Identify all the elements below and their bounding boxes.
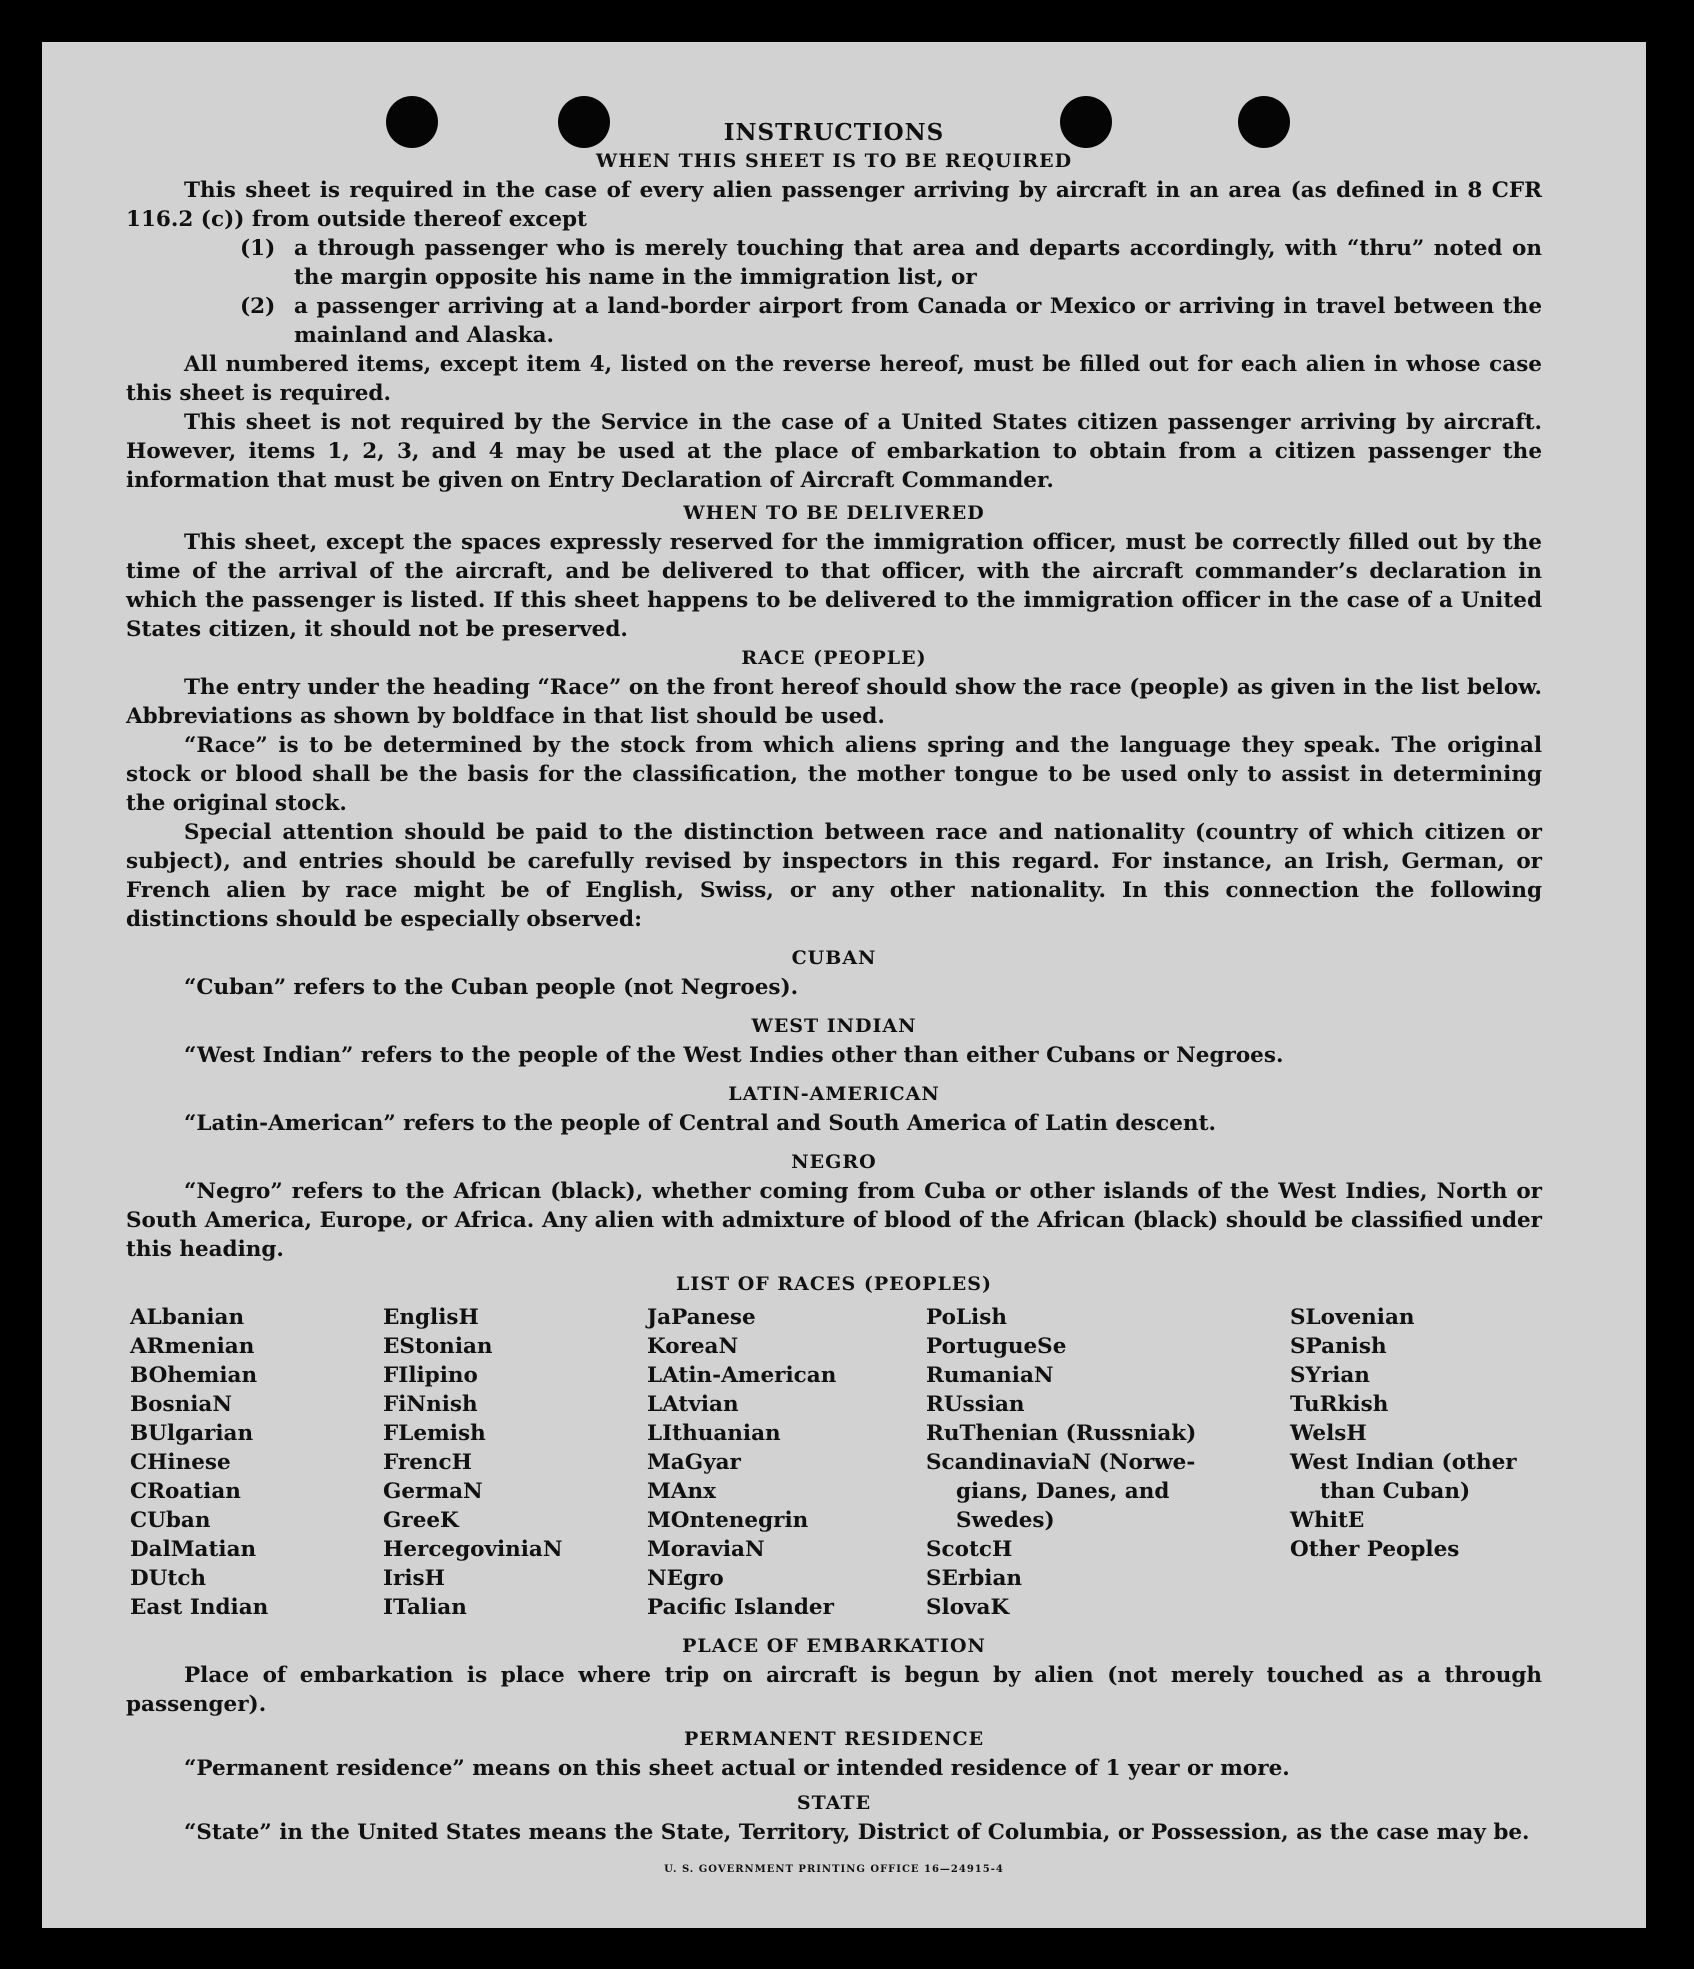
list-item [240, 292, 1542, 350]
section-heading: WHEN TO BE DELIVERED [683, 502, 985, 524]
definition: “Permanent residence” means on this sheet actual or intended residence of 1 year or more. [184, 1756, 1290, 1781]
race-entry: CRoatian [130, 1479, 241, 1504]
race-entry: BUlgarian [130, 1421, 254, 1446]
list-item [240, 234, 1542, 292]
race-entry: JaPanese [647, 1305, 756, 1330]
race-column [926, 1303, 1290, 1622]
race-entry: Pacific Islander [647, 1595, 834, 1620]
race-entry: EnglisH [383, 1305, 479, 1330]
race-entry: DalMatian [130, 1537, 257, 1562]
race-entry: than Cuban) [1320, 1479, 1471, 1504]
item-number: (1) [240, 236, 276, 261]
race-entry: MoraviaN [647, 1537, 765, 1562]
race-entry: WelsH [1290, 1421, 1367, 1446]
race-entry: SYrian [1290, 1363, 1370, 1388]
race-entry: SPanish [1290, 1334, 1387, 1359]
item-text: a passenger arriving at a land-border airport from Canada or Mexico or arriving in travel between the mainland and Alaska. [294, 294, 1542, 348]
race-entry: ScotcH [926, 1537, 1013, 1562]
race-entry: gians, Danes, and [956, 1479, 1170, 1504]
race-entry: RUssian [926, 1392, 1025, 1417]
paragraph: This sheet, except the spaces expressly reserved for the immigration officer, must be correctly filled out by the time of the arrival of the aircraft, and be delivered to that officer, with the aircraft commander’s declaration in which the passenger is listed. If this sheet happens to be delivered to the immigration officer in the case of a United States citizen, it should not be preserved. [126, 530, 1542, 642]
race-entry: FIlipino [383, 1363, 478, 1388]
definition: “Cuban” refers to the Cuban people (not Negroes). [184, 975, 799, 1000]
race-entry: IrisH [383, 1566, 445, 1591]
paragraph: This sheet is not required by the Service in the case of a United States citizen passenger arriving by aircraft. However, items 1, 2, 3, and 4 may be used at the place of embarkation to obtain from a citizen passenger the information that must be given on Entry Declaration of Aircraft Commander. [126, 410, 1542, 493]
definition: “West Indian” refers to the people of the West Indies other than either Cubans or Negroes. [184, 1043, 1284, 1068]
race-entry: FLemish [383, 1421, 486, 1446]
paragraph: This sheet is required in the case of every alien passenger arriving by aircraft in an area (as defined in 8 CFR 116.2 (c)) from outside thereof except [126, 178, 1542, 232]
race-entry: BOhemian [130, 1363, 258, 1388]
definition: Place of embarkation is place where trip on aircraft is begun by alien (not merely touched as a through passenger). [126, 1663, 1542, 1717]
race-entry: CUban [130, 1508, 211, 1533]
race-column [130, 1303, 383, 1622]
race-entry: MAnx [647, 1479, 716, 1504]
page-title: INSTRUCTIONS [723, 119, 945, 146]
race-entry: GreeK [383, 1508, 459, 1533]
document-page [42, 42, 1646, 1928]
race-entry: KoreaN [647, 1334, 739, 1359]
race-column [647, 1303, 926, 1622]
race-entry: RuThenian (Russniak) [926, 1421, 1197, 1446]
race-entry: Other Peoples [1290, 1537, 1460, 1562]
race-entry: ITalian [383, 1595, 467, 1620]
race-entry: HercegoviniaN [383, 1537, 563, 1562]
race-entry: ALbanian [130, 1305, 245, 1330]
race-entry: RumaniaN [926, 1363, 1054, 1388]
race-entry: East Indian [130, 1595, 269, 1620]
race-entry: LIthuanian [647, 1421, 781, 1446]
section-heading: WEST INDIAN [751, 1015, 917, 1037]
section-heading: PLACE OF EMBARKATION [682, 1635, 986, 1657]
section-heading: STATE [796, 1792, 872, 1814]
race-entry: FiNnish [383, 1392, 478, 1417]
race-entry: SErbian [926, 1566, 1023, 1591]
race-entry: CHinese [130, 1450, 231, 1475]
paragraph: Special attention should be paid to the distinction between race and nationality (country of which citizen or subject), and entries should be carefully revised by inspectors in this regard. For instance, an Irish, German, or French alien by race might be of English, Swiss, or any other nationality. In this connection the following distinctions should be especially observed: [126, 820, 1542, 932]
section-heading: WHEN THIS SHEET IS TO BE REQUIRED [595, 150, 1073, 172]
race-entry: ScandinaviaN (Norwe- [926, 1450, 1196, 1475]
race-entry: WhitE [1290, 1508, 1365, 1533]
paragraph: “Race” is to be determined by the stock from which aliens spring and the language they speak. The original stock or blood shall be the basis for the classification, the mother tongue to be used only to assist in determining the original stock. [126, 733, 1542, 816]
race-entry: PortugueSe [926, 1334, 1067, 1359]
race-entry: West Indian (other [1290, 1450, 1517, 1475]
race-entry: SlovaK [926, 1595, 1010, 1620]
race-entry: MaGyar [647, 1450, 741, 1475]
paragraph: The entry under the heading “Race” on the front hereof should show the race (people) as given in the list below. Abbreviations as shown by boldface in that list should be used. [126, 675, 1542, 729]
section-heading: PERMANENT RESIDENCE [683, 1728, 985, 1750]
race-entry: FrencH [383, 1450, 472, 1475]
race-entry: DUtch [130, 1566, 207, 1591]
race-entry: GermaN [383, 1479, 483, 1504]
race-column [383, 1303, 647, 1622]
race-entry: MOntenegrin [647, 1508, 809, 1533]
race-entry: NEgro [647, 1566, 724, 1591]
race-entry: TuRkish [1290, 1392, 1389, 1417]
section-heading: RACE (PEOPLE) [741, 647, 927, 669]
race-entry: BosniaN [130, 1392, 232, 1417]
race-entry: LAtvian [647, 1392, 739, 1417]
race-entry: Swedes) [956, 1508, 1055, 1533]
section-heading: LIST OF RACES (PEOPLES) [676, 1273, 992, 1295]
section-heading: CUBAN [791, 947, 877, 969]
race-column [1290, 1303, 1542, 1622]
definition: “Negro” refers to the African (black), whether coming from Cuba or other islands of the West Indies, North or South America, Europe, or Africa. Any alien with admixture of blood of the African (black) should be classified under this heading. [126, 1179, 1542, 1262]
printer-imprint: U. S. GOVERNMENT PRINTING OFFICE 16—24915-4 [664, 1864, 1004, 1875]
race-list [130, 1303, 1542, 1622]
section-heading: LATIN-AMERICAN [728, 1083, 940, 1105]
race-entry: EStonian [383, 1334, 493, 1359]
race-entry: LAtin-American [647, 1363, 837, 1388]
paragraph: All numbered items, except item 4, listed on the reverse hereof, must be filled out for each alien in whose case this sheet is required. [126, 352, 1542, 406]
item-number: (2) [240, 294, 276, 319]
item-text: a through passenger who is merely touching that area and departs accordingly, with “thru” noted on the margin opposite his name in the immigration list, or [294, 236, 1542, 290]
race-entry: SLovenian [1290, 1305, 1415, 1330]
definition: “State” in the United States means the State, Territory, District of Columbia, or Possession, as the case may be. [184, 1820, 1530, 1845]
race-entry: PoLish [926, 1305, 1007, 1330]
race-entry: ARmenian [130, 1334, 255, 1359]
instructions-content [126, 118, 1542, 1884]
section-heading: NEGRO [791, 1151, 877, 1173]
definition: “Latin-American” refers to the people of Central and South America of Latin descent. [184, 1111, 1216, 1136]
